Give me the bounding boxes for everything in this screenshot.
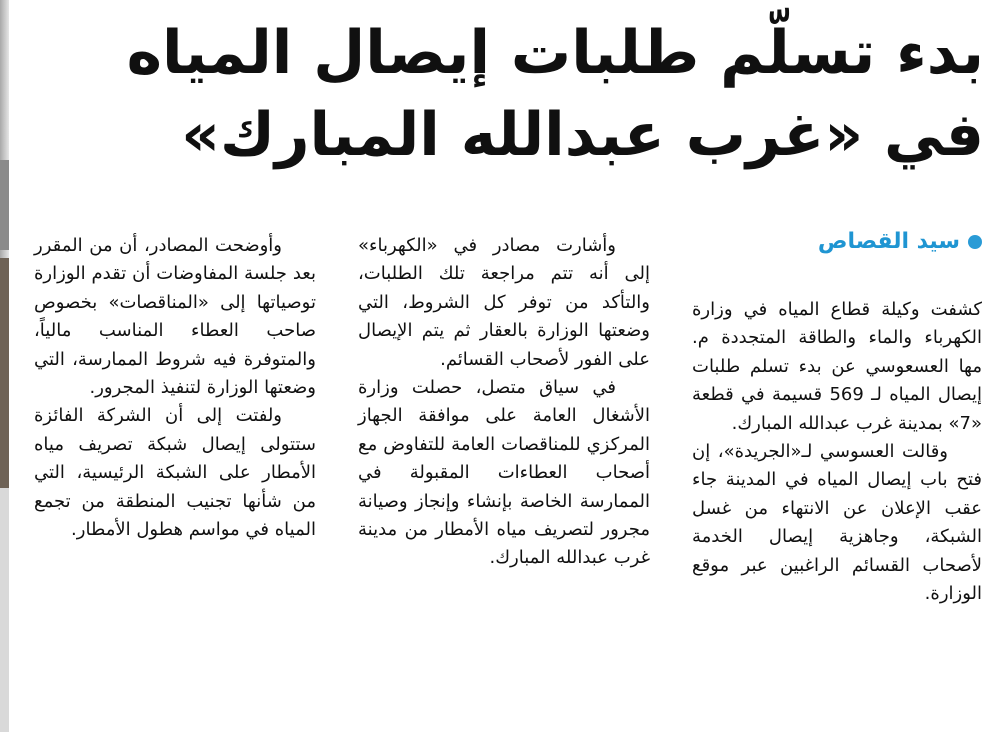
paragraph: ولفتت إلى أن الشركة الفائزة ستتولى إيصال شبكة تصريف مياه الأمطار على الشبكة الرئيسية، التي من شأنها تجنيب المنطقة من تجمع المياه في مواسم هطول الأمطار. xyxy=(34,405,316,541)
paragraph: وأشارت مصادر في «الكهرباء» إلى أنه تتم مراجعة تلك الطلبات، والتأكد من توفر كل الشروط، التي وضعتها الوزارة بالعقار ثم يتم الإيصال على الفور لأصحاب القسائم. xyxy=(358,235,650,370)
headline-line-2: في «غرب عبدالله المبارك» xyxy=(181,100,984,170)
paragraph: في سياق متصل، حصلت وزارة الأشغال العامة على موافقة الجهاز المركزي للمناقصات العامة للتفاوض مع أصحاب العطاءات المقبولة في الممارسة الخاصة بإنشاء وإنجاز وصيانة مجرور لتصريف مياه الأمطار من مدينة غرب عبدالله المبارك. xyxy=(358,377,650,569)
author-name: سيد القصاص xyxy=(817,229,960,254)
page-left-edge xyxy=(0,0,9,732)
bullet-dot-icon xyxy=(968,235,982,249)
article-column-3 xyxy=(34,232,316,544)
paragraph: كشفت وكيلة قطاع المياه في وزارة الكهرباء والماء والطاقة المتجددة م. مها العسعوسي عن بدء تسلم طلبات إيصال المياه لـ 569 قسيمة في قطعة «7» بمدينة غرب عبدالله المبارك. xyxy=(692,299,982,434)
headline-line-1: بدء تسلّم طلبات إيصال المياه xyxy=(126,18,984,88)
paragraph: وقالت العسوسي لـ«الجريدة»، إن فتح باب إيصال المياه في المدينة جاء عقب الإعلان عن الانتهاء من غسل الشبكة، وجاهزية إيصال الخدمة لأصحاب القسائم الراغبين عبر موقع الوزارة. xyxy=(692,441,982,605)
paragraph: وأوضحت المصادر، أن من المقرر بعد جلسة المفاوضات أن تقدم الوزارة توصياتها إلى «المناقصات» بخصوص صاحب العطاء المناسب مالياً، والمتوفرة فيه شروط الممارسة، التي وضعتها الوزارة لتنفيذ المجرور. xyxy=(34,235,316,399)
byline xyxy=(818,228,982,256)
article-column-1 xyxy=(692,296,982,608)
article-column-2 xyxy=(358,232,650,573)
headline xyxy=(126,12,984,176)
